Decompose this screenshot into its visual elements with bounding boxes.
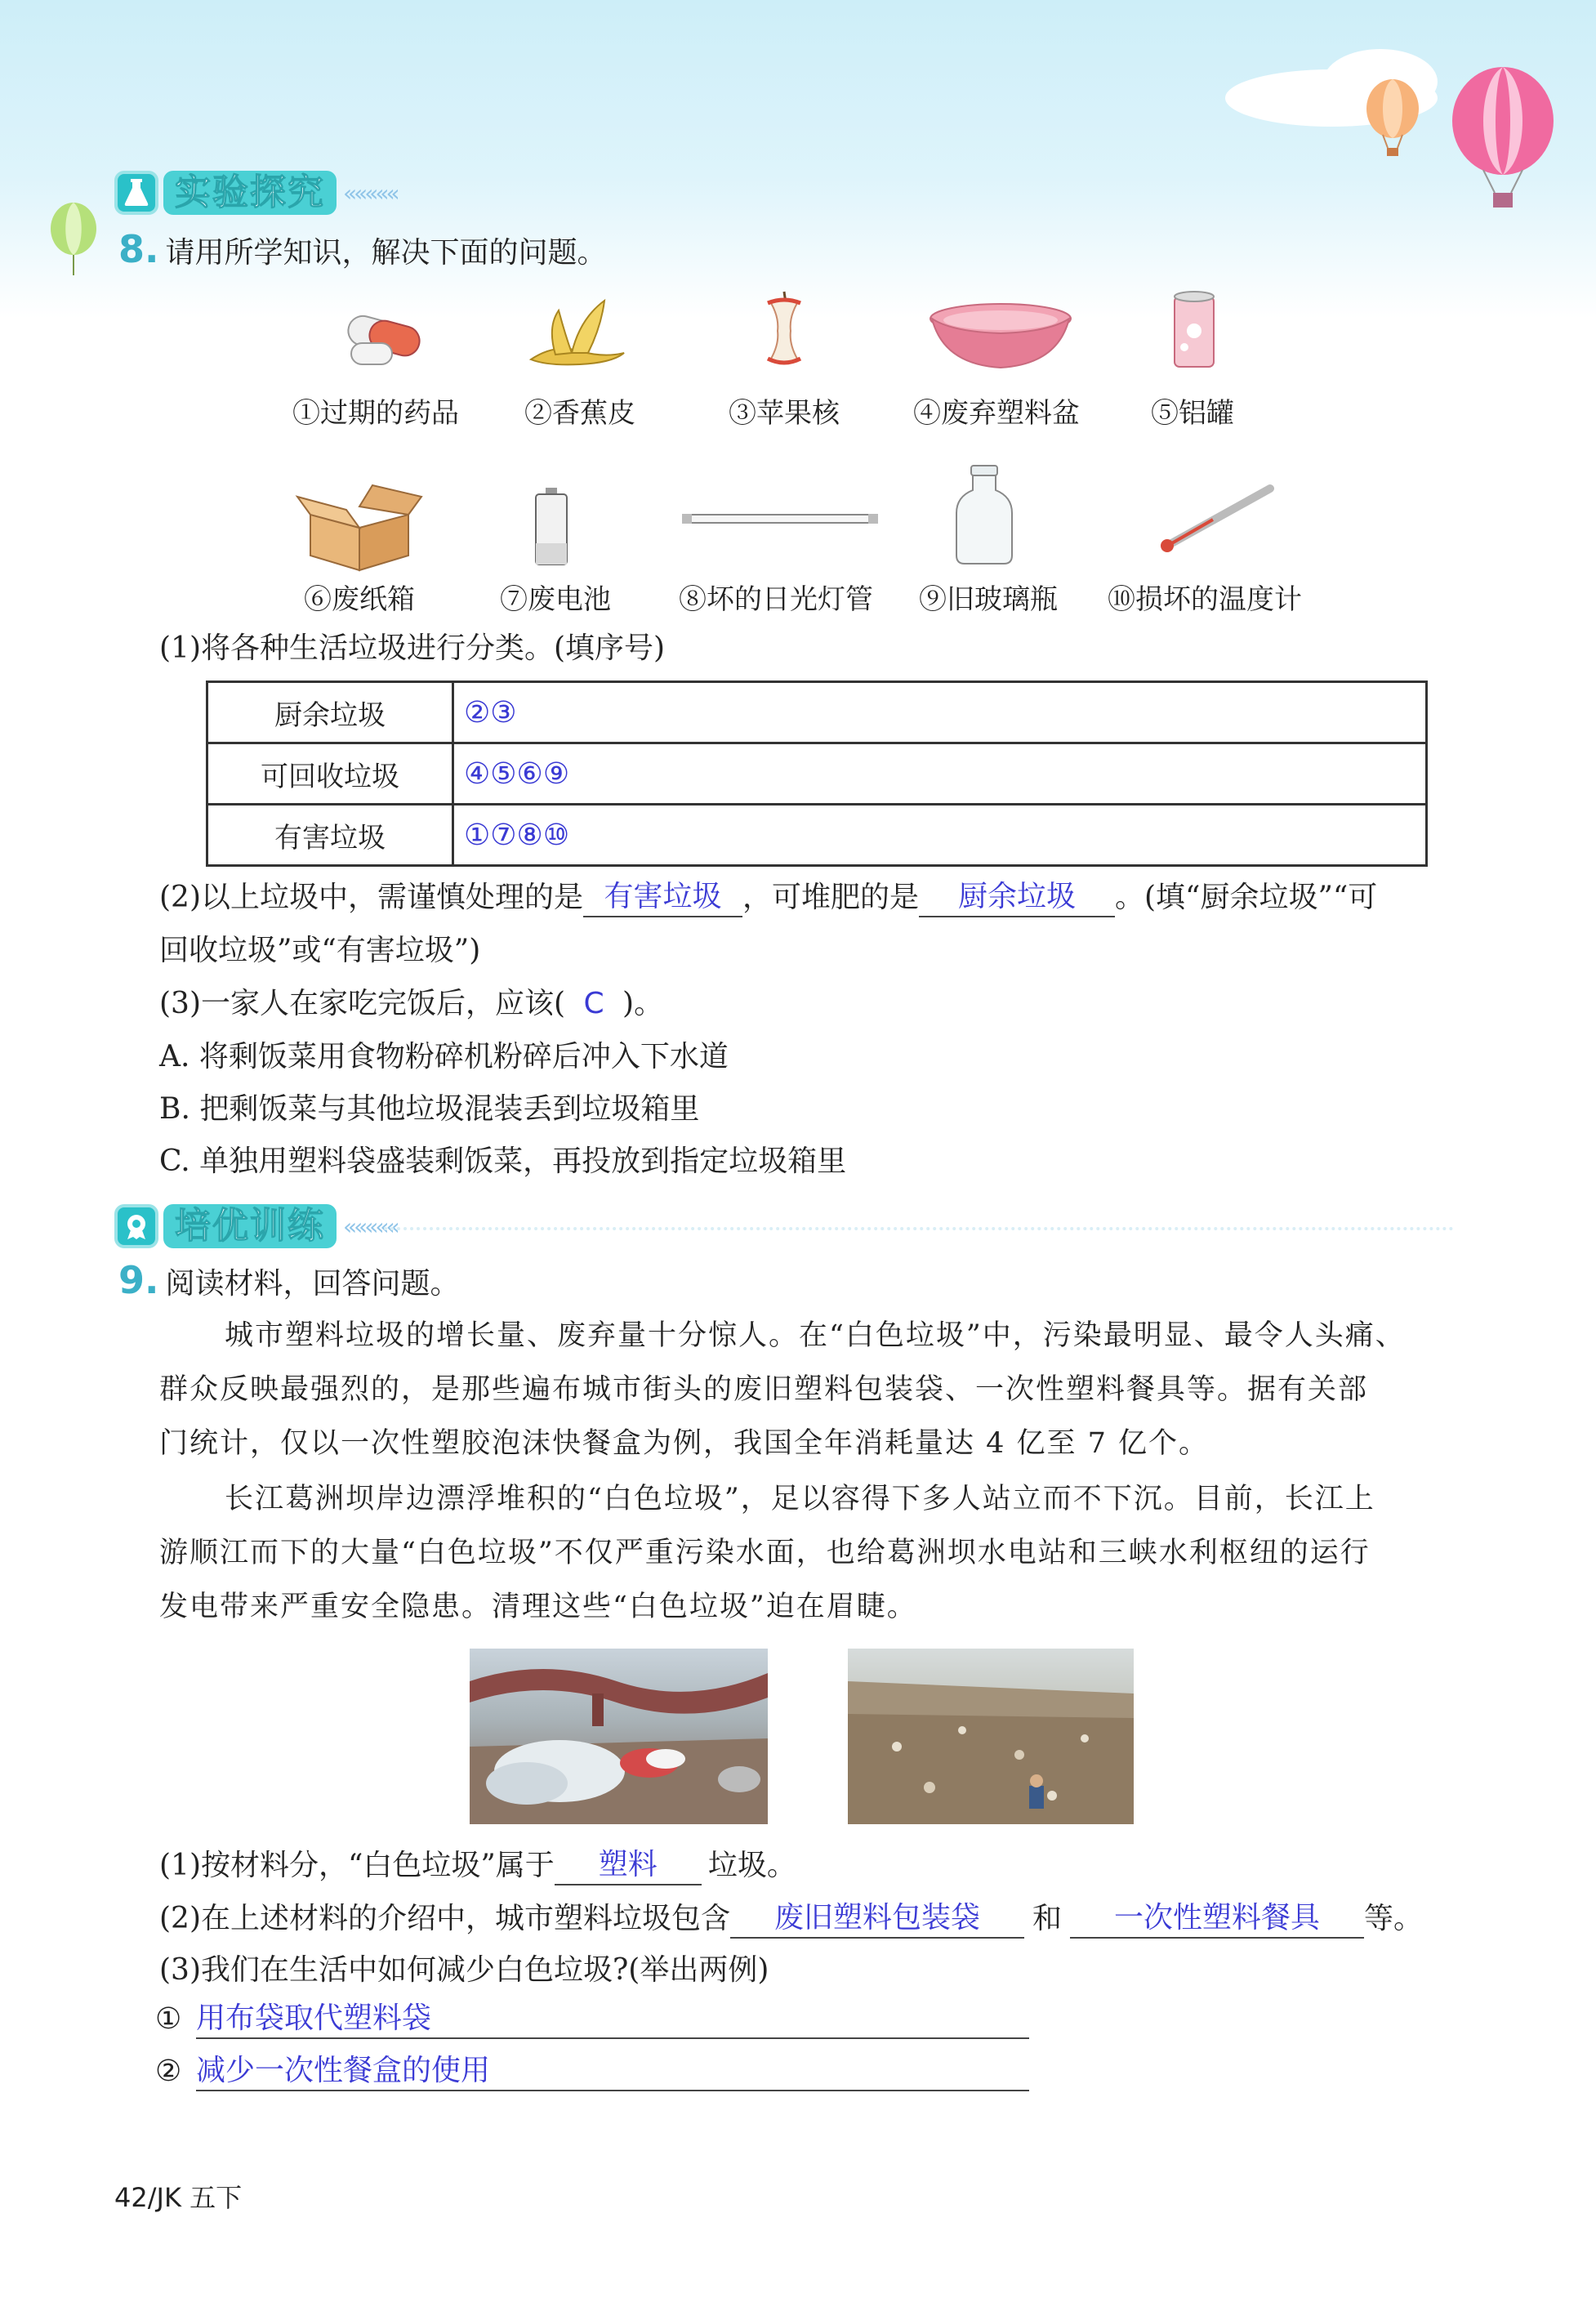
section-tag-experiment: [114, 167, 397, 218]
paragraph-line: 城市塑料垃圾的增长量、废弃量十分惊人。在“白色垃圾”中，污染最明显、最令人头痛、: [225, 1319, 1406, 1352]
option-b: B. 把剩饭菜与其他垃圾混装丢到垃圾箱里: [159, 1092, 700, 1126]
part-3-text: (3)一家人在家吃完饭后，应该(: [159, 987, 566, 1020]
question-prompt: 阅读材料，回答问题。: [165, 1267, 460, 1301]
reading-paragraph-1: [159, 1309, 1466, 1470]
item-label: ⑧坏的日光灯管: [679, 583, 873, 616]
part-2-text: 和: [1032, 1902, 1063, 1935]
paragraph-line: 长江葛洲坝岸边漂浮堆积的“白色垃圾”，足以容得下多人站立而不下沉。目前，长江上: [225, 1483, 1375, 1515]
q9-part-3-prompt: (3)我们在生活中如何减少白色垃圾?(举出两例): [159, 1953, 769, 1987]
table-row: [207, 805, 1427, 866]
q9-part-2-line: [159, 1899, 1423, 1939]
question-9-header: [118, 1258, 460, 1304]
answer-cell: ①⑦⑧⑩: [453, 805, 1427, 866]
answer-number: ①: [155, 2002, 182, 2036]
part-1-text: 垃圾。: [707, 1849, 796, 1882]
category-cell: 有害垃圾: [207, 805, 453, 866]
thermometer-icon: [1156, 482, 1278, 556]
item-label: ④废弃塑料盆: [913, 397, 1080, 430]
flask-icon: [114, 171, 158, 215]
question-8-header: [118, 227, 607, 273]
part-2-text: 等。: [1364, 1902, 1424, 1935]
item-label: ③苹果核: [729, 397, 840, 430]
answer-line-1: [155, 2000, 1029, 2039]
part-2-text: (2)在上述材料的介绍中，城市塑料垃圾包含: [159, 1902, 730, 1935]
answer-cell: ②③: [453, 682, 1427, 743]
part-3-line: [159, 984, 663, 1024]
plastic-basin-icon: [927, 302, 1074, 372]
paragraph-line: 门统计，仅以一次性塑胶泡沫快餐盒为例，我国全年消耗量达 4 亿至 7 亿个。: [159, 1427, 1210, 1460]
section-title: 培优训练: [163, 1204, 337, 1248]
award-medal-icon: [114, 1204, 158, 1248]
hot-air-balloon-icon: [1360, 78, 1425, 159]
item-label: ⑦废电池: [500, 583, 611, 616]
apple-core-icon: [760, 290, 809, 372]
q9-part-1-line: [159, 1846, 796, 1885]
section-arrows: «««««: [343, 1212, 397, 1240]
answer-blank: 有害垃圾: [583, 878, 742, 917]
battery-icon: [531, 486, 572, 568]
answer-line-2: [155, 2052, 1029, 2091]
item-label: ①过期的药品: [292, 397, 459, 430]
category-cell: 厨余垃圾: [207, 682, 453, 743]
item-label: ⑩损坏的温度计: [1108, 583, 1302, 616]
paragraph-line: 游顺江而下的大量“白色垃圾”不仅严重污染水面，也给葛洲坝水电站和三峡水利枢纽的运行: [159, 1537, 1371, 1569]
table-row: [207, 743, 1427, 805]
part-2-text: 回收垃圾”或“有害垃圾”): [159, 934, 481, 967]
part-1-text: (1)按材料分，“白色垃圾”属于: [159, 1849, 555, 1882]
answer-blank: 废旧塑料包装袋: [730, 1899, 1024, 1939]
question-number: 9.: [118, 1258, 159, 1302]
aluminum-can-icon: [1170, 290, 1219, 372]
balloon-decoration-icon: [45, 200, 102, 282]
hot-air-balloon-icon: [1446, 65, 1560, 212]
answer-number: ②: [155, 2055, 182, 2088]
option-a: A. 将剩饭菜用食物粉碎机粉碎后冲入下水道: [159, 1040, 729, 1073]
answer-blank: 厨余垃圾: [919, 878, 1115, 917]
cardboard-box-icon: [294, 482, 425, 572]
section-divider: [384, 1227, 1454, 1230]
choice-answer: C: [583, 987, 604, 1020]
part-2-text: 。(填“厨余垃圾”“可: [1115, 881, 1378, 914]
part-2-text: ，可堆肥的是: [742, 881, 920, 914]
banana-peel-icon: [523, 294, 629, 368]
category-cell: 可回收垃圾: [207, 743, 453, 805]
table-row: [207, 682, 1427, 743]
part-2-line: [159, 878, 1377, 917]
glass-bottle-icon: [952, 464, 1017, 567]
classification-table: [206, 681, 1428, 867]
reading-paragraph-2: [159, 1472, 1466, 1634]
part-1-prompt: (1)将各种生活垃圾进行分类。(填序号): [159, 631, 666, 665]
answer-blank: 塑料: [555, 1846, 702, 1885]
question-prompt: 请用所学知识，解决下面的问题。: [165, 236, 607, 270]
floating-garbage-river-photo: [848, 1649, 1134, 1824]
paragraph-line: 群众反映最强烈的，是那些遍布城市街头的废旧塑料包装袋、一次性塑料餐具等。据有关部: [159, 1373, 1369, 1406]
item-label: ⑤铝罐: [1151, 397, 1234, 430]
answer-cell: ④⑤⑥⑨: [453, 743, 1427, 805]
answer-blank: 一次性塑料餐具: [1070, 1899, 1364, 1939]
white-garbage-riverbank-photo: [470, 1649, 768, 1824]
section-title: 实验探究: [163, 171, 337, 215]
section-arrows: «««««: [343, 179, 397, 207]
item-label: ②香蕉皮: [524, 397, 635, 430]
item-label: ⑨旧玻璃瓶: [919, 583, 1058, 616]
item-label: ⑥废纸箱: [304, 583, 415, 616]
page-number: 42: [114, 2182, 148, 2213]
fluorescent-tube-icon: [682, 511, 878, 527]
question-number: 8.: [118, 227, 159, 271]
section-tag-training: [114, 1201, 397, 1252]
part-3-text: )。: [622, 987, 664, 1020]
answer-text: 用布袋取代塑料袋: [196, 2000, 1029, 2039]
page-footer: [114, 2177, 242, 2215]
paragraph-line: 发电带来严重安全隐患。清理这些“白色垃圾”迫在眉睫。: [159, 1591, 917, 1623]
pill-capsule-icon: [343, 310, 425, 368]
option-c: C. 单独用塑料袋盛装剩饭菜，再投放到指定垃圾箱里: [159, 1145, 847, 1178]
answer-text: 减少一次性餐盒的使用: [196, 2052, 1029, 2091]
book-code: /JK 五下: [147, 2182, 243, 2213]
part-2-text: (2)以上垃圾中，需谨慎处理的是: [159, 881, 583, 914]
